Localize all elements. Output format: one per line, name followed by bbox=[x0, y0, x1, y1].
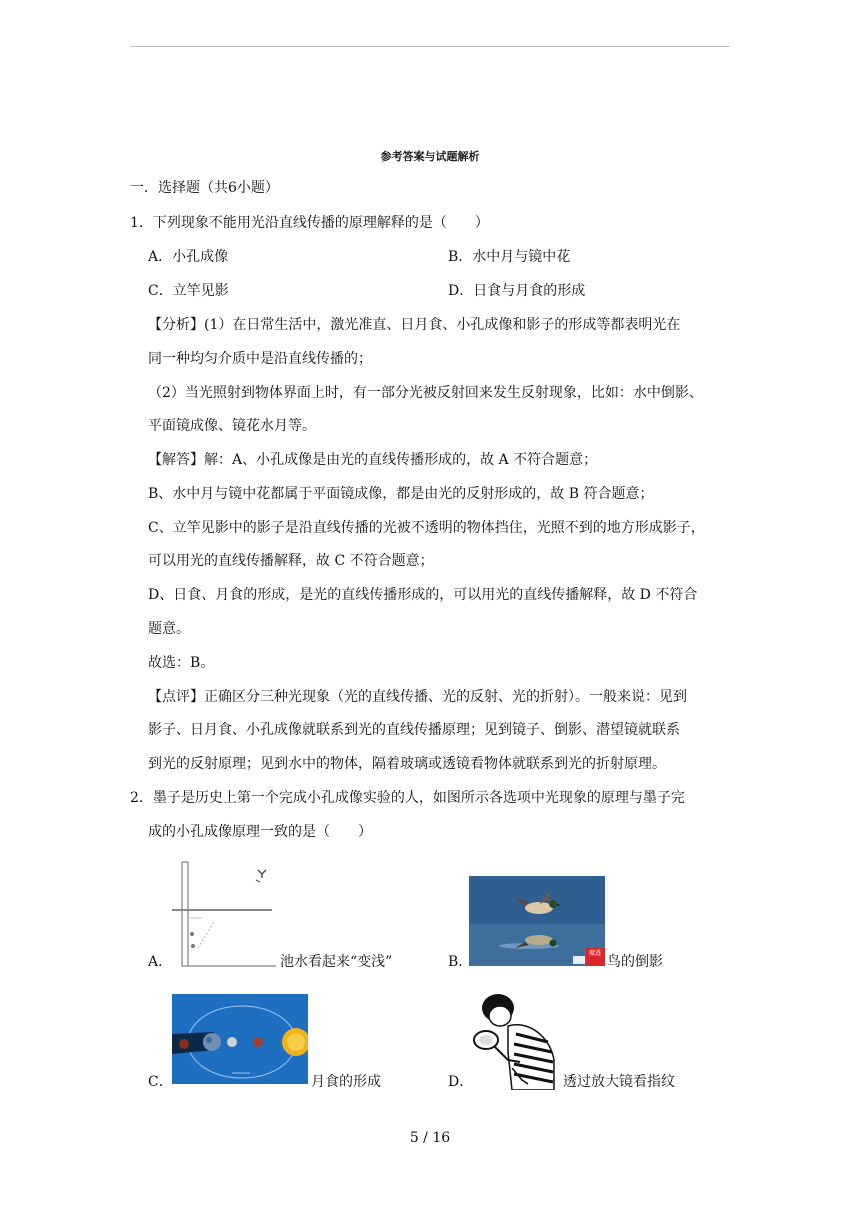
q1-option-d: D．日食与月食的形成 bbox=[448, 283, 586, 299]
q1-option-c: C．立竿见影 bbox=[148, 283, 229, 299]
q2-option-b-text: 鸟的倒影 bbox=[607, 954, 663, 970]
pool-refraction-figure bbox=[172, 858, 276, 970]
q1-option-a: A．小孔成像 bbox=[148, 249, 229, 265]
header-rule bbox=[130, 46, 730, 47]
q1-answer-line: 【解答】解：A、小孔成像是由光的直线传播形成的，故 A 不符合题意； bbox=[148, 452, 598, 468]
q1-comment-line: 影子、日月食、小孔成像就联系到光的直线传播原理；见到镜子、倒影、潜望镜就联系 bbox=[148, 722, 680, 738]
q2-option-d-letter: D． bbox=[448, 1074, 474, 1090]
q2-option-c-letter: C． bbox=[148, 1074, 173, 1090]
q2-stem-line: 2．墨子是历史上第一个完成小孔成像实验的人，如图所示各选项中光现象的原理与墨子完 bbox=[130, 790, 685, 806]
lunar-eclipse-figure bbox=[172, 994, 308, 1084]
q1-analysis-line: 【分析】(1）在日常生活中，激光准直、日月食、小孔成像和影子的形成等都表明光在 bbox=[148, 317, 681, 333]
q2-option-a-letter: A． bbox=[148, 954, 173, 970]
bird-reflection-photo bbox=[469, 876, 605, 966]
page-title: 参考答案与试题解析 bbox=[380, 150, 480, 163]
q2-option-d-text: 透过放大镜看指纹 bbox=[563, 1074, 675, 1090]
q1-answer-line: C、立竿见影中的影子是沿直线传播的光被不透明的物体挡住，光照不到的地方形成影子， bbox=[148, 520, 705, 536]
q2-option-a-text: 池水看起来“变浅” bbox=[280, 954, 393, 970]
q1-analysis-line: 平面镜成像、镜花水月等。 bbox=[148, 418, 316, 434]
q1-analysis-line: （2）当光照射到物体界面上时，有一部分光被反射回来发生反射现象，比如：水中倒影、 bbox=[148, 385, 703, 401]
q1-comment-line: 到光的反射原理；见到水中的物体，隔着玻璃或透镜看物体就联系到光的折射原理。 bbox=[148, 756, 666, 772]
q2-option-b-letter: B． bbox=[448, 954, 473, 970]
q1-comment-line: 【点评】正确区分三种光现象（光的直线传播、光的反射、光的折射）。一般来说：见到 bbox=[148, 689, 687, 705]
q2-stem-line: 成的小孔成像原理一致的是（ ） bbox=[148, 824, 372, 840]
q1-answer-line: 题意。 bbox=[148, 621, 190, 637]
photo-watermark-badge: 嗷透 bbox=[588, 950, 601, 957]
q2-option-c-text: 月食的形成 bbox=[311, 1074, 381, 1090]
q1-option-b: B．水中月与镜中花 bbox=[448, 249, 571, 265]
q1-answer-line: 可以用光的直线传播解释，故 C 不符合题意； bbox=[148, 553, 434, 569]
q1-choice: 故选：B。 bbox=[148, 655, 215, 671]
q1-stem: 1．下列现象不能用光沿直线传播的原理解释的是（ ） bbox=[130, 215, 489, 231]
section-heading: 一．选择题（共6小题） bbox=[130, 180, 279, 196]
q1-answer-line: B、水中月与镜中花都属于平面镜成像，都是由光的反射形成的，故 B 符合题意； bbox=[148, 486, 654, 502]
q1-analysis-line: 同一种均匀介质中是沿直线传播的； bbox=[148, 351, 372, 367]
page-number: 5 / 16 bbox=[409, 1130, 451, 1146]
magnifier-person-figure bbox=[468, 990, 560, 1090]
q1-answer-line: D、日食、月食的形成，是光的直线传播形成的，可以用光的直线传播解释，故 D 不符合 bbox=[148, 587, 698, 603]
